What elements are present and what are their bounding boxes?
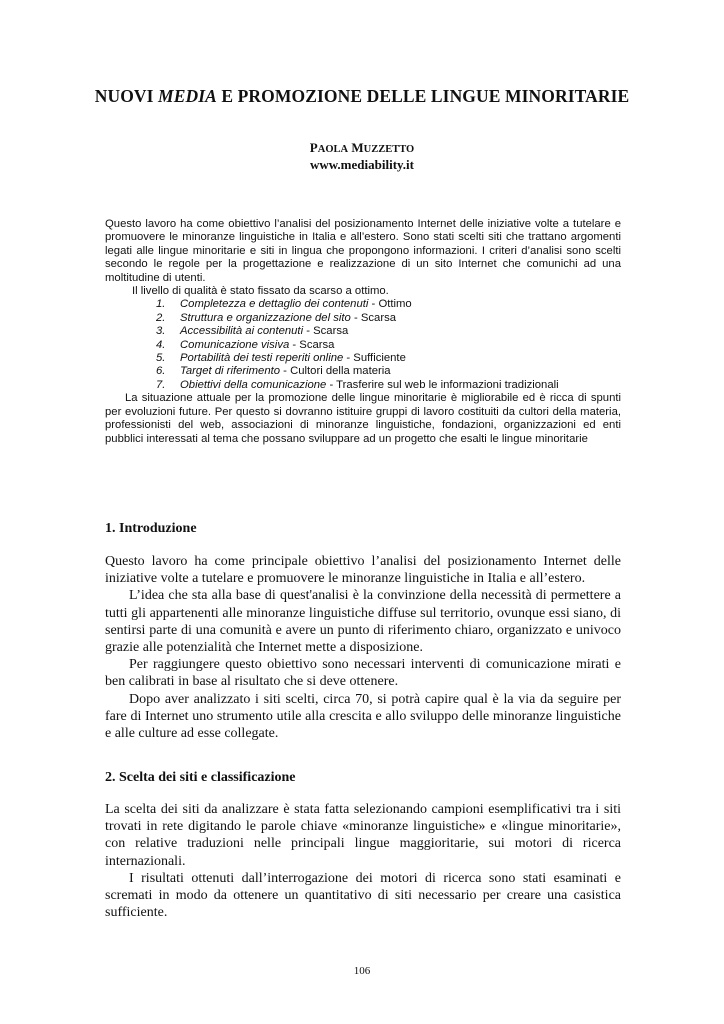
author-first-rest: AOLA [317,144,349,155]
criteria-label: Comunicazione visiva [180,338,290,351]
criteria-item [105,325,621,338]
abstract [105,218,621,446]
abstract-paragraph-2: Il livello di qualità è stato fissato da scarso a ottimo. [132,285,389,298]
body-paragraph: Questo lavoro ha come principale obiettivo l’analisi del posizionamento Internet delle iniziative volte a tutelare e promuovere le minoranze linguistiche in Italia e all’estero. [105,554,621,587]
section-heading-scelta-siti: 2. Scelta dei siti e classificazione [105,770,296,785]
body-paragraph: L’idea che sta alla base di quest'analisi è la convinzione della necessità di permettere a tutti gli appartenenti alle minoranze linguistiche diffuse sul territorio, ovunque essi siano, di sentirsi parte di una comunità e avere un punto di riferimento chiaro, organizzato e univoco grazie alle potenzialità che Internet mette a disposizione. [105,588,621,656]
body-paragraph: Per raggiungere questo obiettivo sono necessari interventi di comunicazione mirati e ben calibrati in base al risultato che si deve ottenere. [105,657,621,690]
author-name [0,140,724,156]
criteria-label: Accessibilità ai contenuti [180,325,304,338]
title-part-1: NUOVI [94,86,159,106]
criteria-value: - Trasferire sul web le informazioni tradizionali [326,378,559,391]
criteria-number: 4. [156,338,166,351]
page-number: 106 [353,965,371,977]
criteria-label: Obiettivi della comunicazione [180,378,327,391]
body-paragraph: La scelta dei siti da analizzare è stata fatta selezionando campioni esemplificativi tra i siti trovati in rete digitando le parole chiave «minoranze linguistiche» e «lingue minoritarie», con relative traduzioni nelle principali lingue maggioritarie, sui motori di ricerca internazionali. [105,802,621,869]
criteria-label: Completezza e dettaglio dei contenuti [180,298,369,311]
author-website: www.mediability.it [309,157,414,172]
criteria-label: Target di riferimento [180,365,281,378]
author-first-initial: P [309,140,318,155]
author-last-rest: UZZETTO [363,144,415,155]
author-last-initial: M [351,140,364,155]
criteria-number: 7. [156,378,166,391]
paper-title [0,86,724,107]
section-introduzione-body [105,553,621,742]
criteria-value: - Cultori della materia [280,365,391,378]
criteria-number: 2. [156,311,166,324]
title-part-3: E PROMOZIONE DELLE LINGUE MINORITARIE [216,86,630,106]
criteria-value: - Sufficiente [343,352,406,365]
criteria-number: 5. [156,352,166,365]
abstract-paragraph-3: La situazione attuale per la promozione delle lingue minoritarie è migliorabile ed è ricca di spunti per evoluzioni future. Per questo si dovranno istituire gruppi di lavoro costituiti da cultori della materia, professionisti del web, associazioni di minoranze linguistiche, fondazioni, organizzazioni ed enti pubblici interessati al tema che possano sviluppare ad un progetto che esalti le lingue minoritarie [105,392,621,445]
criteria-item [105,365,621,378]
criteria-value: - Scarsa [289,338,335,351]
criteria-value: - Scarsa [350,311,397,324]
criteria-value: - Ottimo [368,298,412,311]
criteria-label: Struttura e organizzazione del sito [180,311,351,324]
criteria-number: 1. [156,298,166,311]
body-paragraph: Dopo aver analizzato i siti scelti, circa 70, si potrà capire qual è la via da seguire per fare di Internet uno strumento utile alla crescita e allo sviluppo delle minoranze linguistiche e alle culture ad esse collegate. [105,691,621,742]
criteria-value: - Scarsa [303,325,349,338]
abstract-paragraph-1: Questo lavoro ha come obiettivo l’analisi del posizionamento Internet delle iniziative volte a tutelare e promuovere le minoranze linguistiche in Italia e all’estero. Sono stati scelti siti che trattano argomenti legati alle lingue minoritarie e siti in lingua che propongono informazioni. I criteri d’analisi sono scelti secondo le regole per la progettazione e realizzazione di un sito Internet che comunichi ad una moltitudine di utenti. [105,218,621,284]
section-heading-introduzione: 1. Introduzione [105,521,197,536]
criteria-number: 3. [156,325,166,338]
section-scelta-siti-body [105,801,621,921]
title-part-2-italic: MEDIA [158,86,217,106]
criteria-item [105,298,621,311]
criteria-item [105,339,621,352]
criteria-item [105,312,621,325]
criteria-number: 6. [156,365,166,378]
criteria-list [105,298,621,392]
criteria-item [105,352,621,365]
criteria-item [105,379,621,392]
body-paragraph: I risultati ottenuti dall’interrogazione dei motori di ricerca sono stati esaminati e scremati in modo da ottenere un quantitativo di siti necessario per creare una casistica sufficiente. [105,870,621,921]
criteria-label: Portabilità dei testi reperiti online [180,352,344,365]
